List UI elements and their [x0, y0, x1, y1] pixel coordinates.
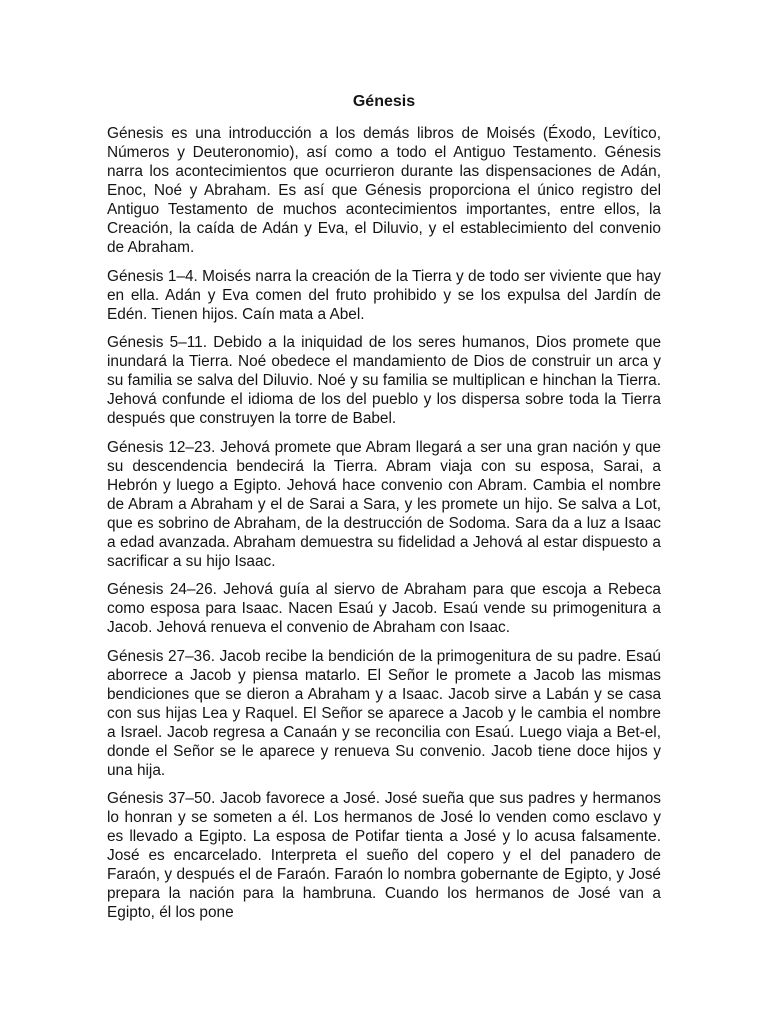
paragraph-genesis-24-26: Génesis 24–26. Jehová guía al siervo de Abraham para que escoja a Rebeca como esposa para Isaac. Nacen Esaú y Jacob. Esaú vende su primogenitura a Jacob. Jehová renueva el convenio de Abraham con Isaac.	[107, 581, 661, 636]
paragraph-intro: Génesis es una introducción a los demás libros de Moisés (Éxodo, Levítico, Números y Deuteronomio), así como a todo el Antiguo Testamento. Génesis narra los acontecimientos que ocurrieron durante las dispensaciones de Adán, Enoc, Noé y Abraham. Es así que Génesis proporciona el único registro del Antiguo Testamento de muchos acontecimientos importantes, entre ellos, la Creación, la caída de Adán y Eva, el Diluvio, y el establecimiento del convenio de Abraham.	[107, 125, 661, 256]
paragraph-genesis-5-11: Génesis 5–11. Debido a la iniquidad de los seres humanos, Dios promete que inundará la Tierra. Noé obedece el mandamiento de Dios de construir un arca y su familia se salva del Diluvio. Noé y su familia se multiplican e hinchan la Tierra. Jehová confunde el idioma de los del pueblo y los dispersa sobre toda la Tierra después que construyen la torre de Babel.	[107, 334, 661, 427]
page-title: Génesis	[352, 93, 416, 110]
paragraph-genesis-37-50: Génesis 37–50. Jacob favorece a José. José sueña que sus padres y hermanos lo honran y se someten a él. Los hermanos de José lo venden como esclavo y es llevado a Egipto. La esposa de Potifar tienta a José y lo acusa falsamente. José es encarcelado. Interpreta el sueño del copero y el del panadero de Faraón, y después el de Faraón. Faraón lo nombra gobernante de Egipto, y José prepara la nación para la hambruna. Cuando los hermanos de José van a Egipto, él los pone	[107, 790, 661, 921]
document-body	[107, 92, 661, 932]
paragraph-genesis-12-23: Génesis 12–23. Jehová promete que Abram llegará a ser una gran nación y que su descendencia bendecirá la Tierra. Abram viaja con su esposa, Sarai, a Hebrón y luego a Egipto. Jehová hace convenio con Abram. Cambia el nombre de Abram a Abraham y el de Sarai a Sara, y les promete un hijo. Se salva a Lot, que es sobrino de Abraham, de la destrucción de Sodoma. Sara da a luz a Isaac a edad avanzada. Abraham demuestra su fidelidad a Jehová al estar dispuesto a sacrificar a su hijo Isaac.	[107, 438, 661, 570]
paragraph-genesis-1-4: Génesis 1–4. Moisés narra la creación de la Tierra y de todo ser viviente que hay en ella. Adán y Eva comen del fruto prohibido y se los expulsa del Jardín de Edén. Tienen hijos. Caín mata a Abel.	[107, 267, 661, 323]
paragraph-genesis-27-36: Génesis 27–36. Jacob recibe la bendición de la primogenitura de su padre. Esaú aborrece a Jacob y piensa matarlo. El Señor le promete a Jacob las mismas bendiciones que se dieron a Abraham y a Isaac. Jacob sirve a Labán y se casa con sus hijas Lea y Raquel. El Señor se aparece a Jacob y le cambia el nombre a Israel. Jacob regresa a Canaán y se reconcilia con Esaú. Luego viaja a Bet-el, donde el Señor se le aparece y renueva Su convenio. Jacob tiene doce hijos y una hija.	[107, 647, 661, 779]
